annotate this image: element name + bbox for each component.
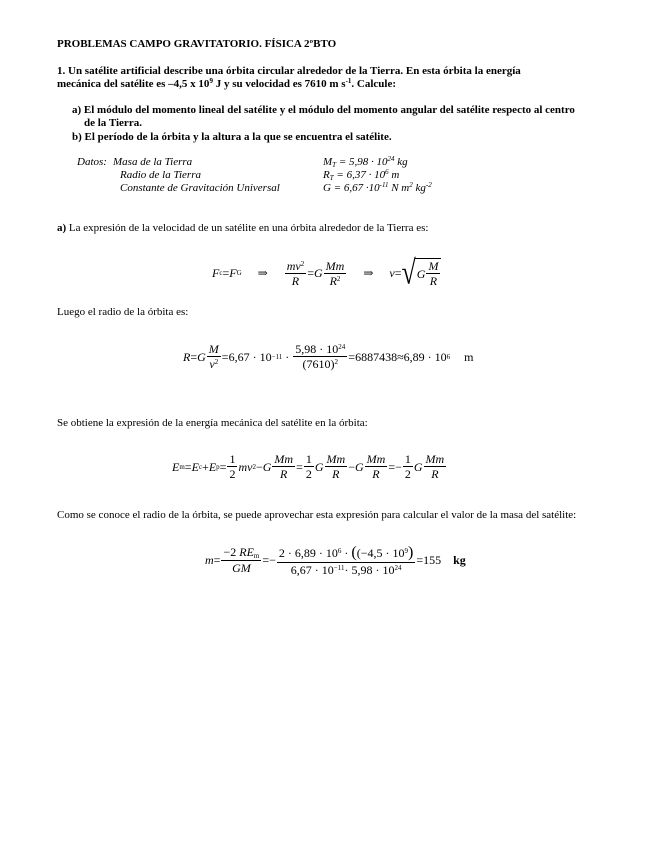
datos-name-1: Radio de la Tierra [120,169,201,181]
equation-velocity: F c = F G ⇒ $\frac{mv^2}{R}$ = G $\frac{Mm}{R^2}$ ⇒ v = √ G $\frac{M}{R}$ [212,258,441,289]
equation-mass: m = $\frac{-2 RE_m}{GM}$ =− $\frac{2 \cdot 6,89 \cdot 10^6 \cdot ((-4,5 \cdot 10^9)}{6,67 \cdot 10^{-11}\cdot 5,98 \cdot 10^{24}}$ = 155 kg [205,544,466,578]
datos-name-2: Constante de Gravitación Universal [120,182,280,194]
section-a-text: a) La expresión de la velocidad de un satélite en una órbita alrededor de la Tierra es: [57,222,429,234]
mass-intro: Como se conoce el radio de la órbita, se puede aprovechar esta expresión para calcular el valor de la masa del satélite: [57,509,577,521]
equation-energy: E m = E c + E p = $\frac{1}{2}$ mv 2 − G $\frac{Mm}{R}$ = $\frac{1}{2}$ G $\frac{Mm}{R}$ − G $\frac{Mm}{R}$ =− $\frac{1}{2}$ G $\frac{Mm}{R}$ [172,452,445,482]
datos-value-1: $R_T = 6,37 \cdot 10^6$ m [323,168,400,182]
problem-line-1: 1. Un satélite artificial describe una órbita circular alrededor de la Tierra. En esta órbita la energía [57,65,521,77]
question-a-line-1: a) El módulo del momento lineal del satélite y el módulo del momento angular del satélite respecto al centro [72,104,575,116]
question-a-line-2: de la Tierra. [84,117,142,129]
question-b: b) El período de la órbita y la altura a la que se encuentra el satélite. [72,131,392,143]
equation-radius: R = G $\frac{M}{v^2}$ = 6,67 · 10 −11 · $\frac{5,98 \cdot 10^{24}}{(7610)^2}$ = 6887438≈6,89 · 10 6 m [183,342,474,372]
datos-value-0: $M_T = 5,98 \cdot 10^{24}$ kg [323,155,408,169]
datos-name-0: Masa de la Tierra [113,156,193,168]
datos-value-2: $G = 6,67 \cdot 10^{-11}$ N $m^2$ $kg^{-2}$ [323,181,432,194]
page-title: PROBLEMAS CAMPO GRAVITATORIO. FÍSICA 2ºBTO [57,38,337,50]
problem-line-2: mecánica del satélite es –4,5 x $10^9$ J y su velocidad es 7610 m $s^{-1}$. Calcule: [57,77,397,90]
datos-label: Datos: [77,156,107,168]
energy-intro: Se obtiene la expresión de la energía mecánica del satélite en la órbita: [57,417,368,429]
radius-intro: Luego el radio de la órbita es: [57,306,189,318]
